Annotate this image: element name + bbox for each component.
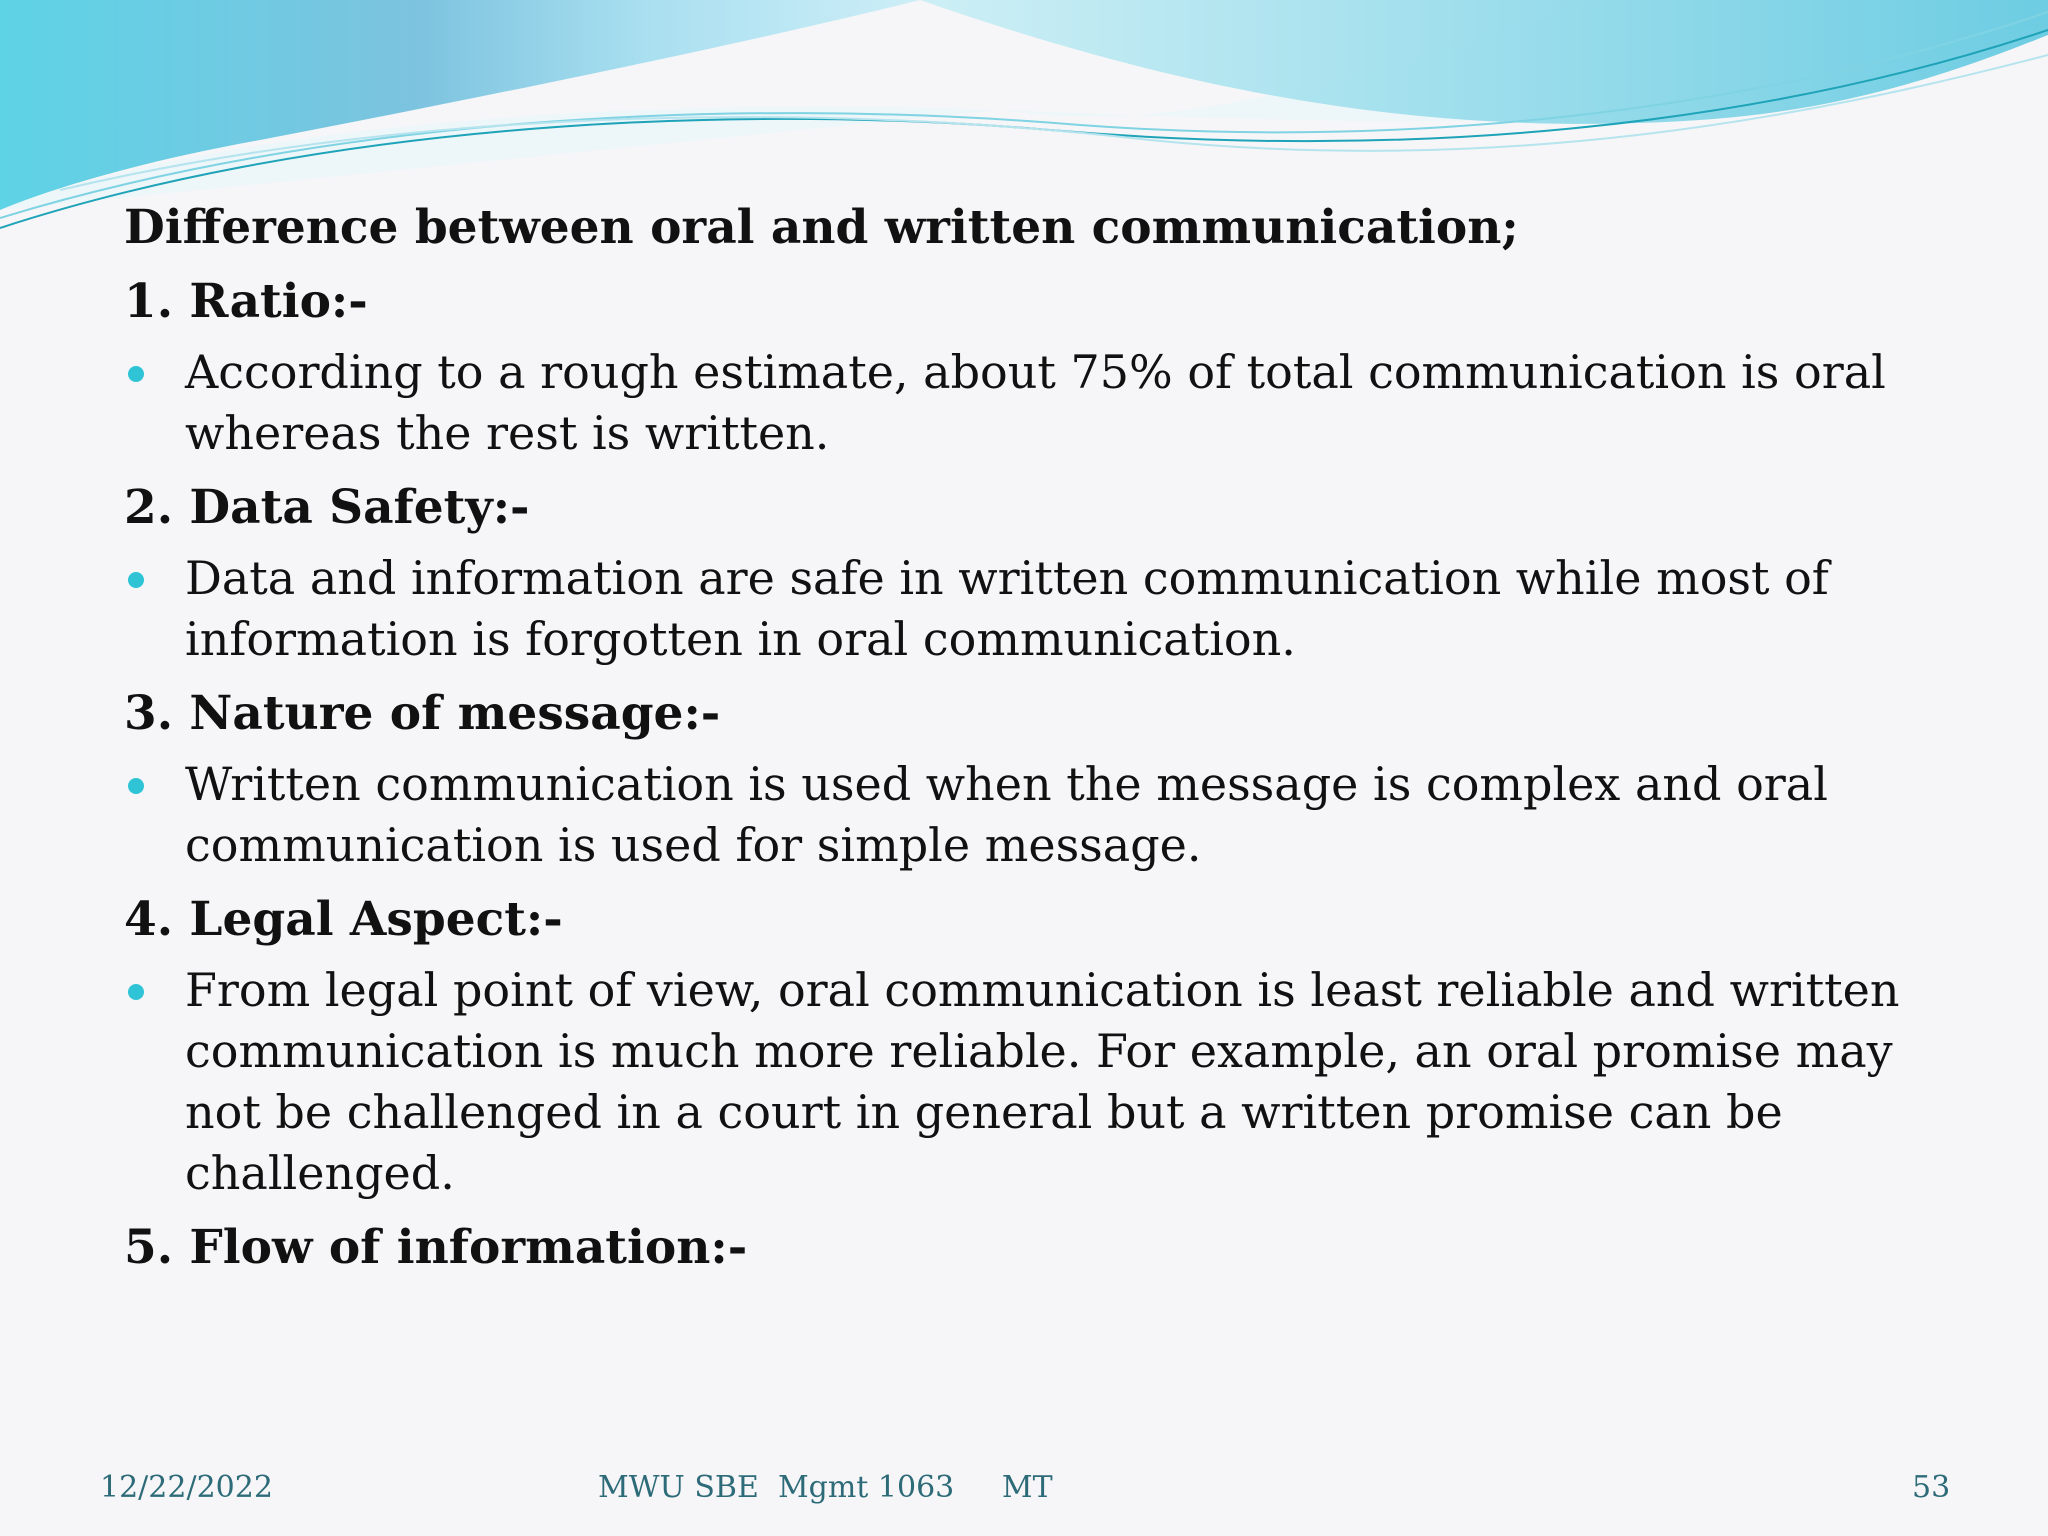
- slide-content: [124, 196, 1944, 1288]
- bullet-dot-icon: [128, 778, 144, 794]
- bullet-text: From legal point of view, oral communication is least reliable and written communication is much more reliable. For example, an oral promise may not be challenged in a court in general but a written promise can be challenged.: [185, 963, 1900, 1200]
- bullet-dot-icon: [128, 366, 144, 382]
- section-heading-nature-of-message: 3. Nature of message:-: [124, 686, 721, 741]
- footer-page-number: 53: [1912, 1470, 1951, 1505]
- footer-date: 12/22/2022: [100, 1470, 273, 1505]
- section-heading-legal-aspect: 4. Legal Aspect:-: [124, 892, 563, 947]
- section-heading-ratio: 1. Ratio:-: [124, 274, 368, 329]
- bullet-text: According to a rough estimate, about 75% of total communication is oral whereas the rest is written.: [185, 345, 1886, 460]
- bullet-item-nature-of-message: [124, 754, 1944, 876]
- footer-course-label: MWU SBE Mgmt 1063 MT: [598, 1470, 1053, 1505]
- bullet-dot-icon: [128, 984, 144, 1000]
- section-heading-flow-of-information: 5. Flow of information:-: [124, 1220, 748, 1275]
- bullet-item-data-safety: [124, 548, 1944, 670]
- bullet-item-ratio: [124, 342, 1944, 464]
- slide-title: Difference between oral and written communication;: [124, 200, 1519, 255]
- bullet-text: Written communication is used when the message is complex and oral communication is used for simple message.: [185, 757, 1828, 872]
- bullet-dot-icon: [128, 572, 144, 588]
- bullet-text: Data and information are safe in written communication while most of information is forgotten in oral communication.: [185, 551, 1829, 666]
- section-heading-data-safety: 2. Data Safety:-: [124, 480, 530, 535]
- bullet-item-legal-aspect: [124, 960, 1944, 1204]
